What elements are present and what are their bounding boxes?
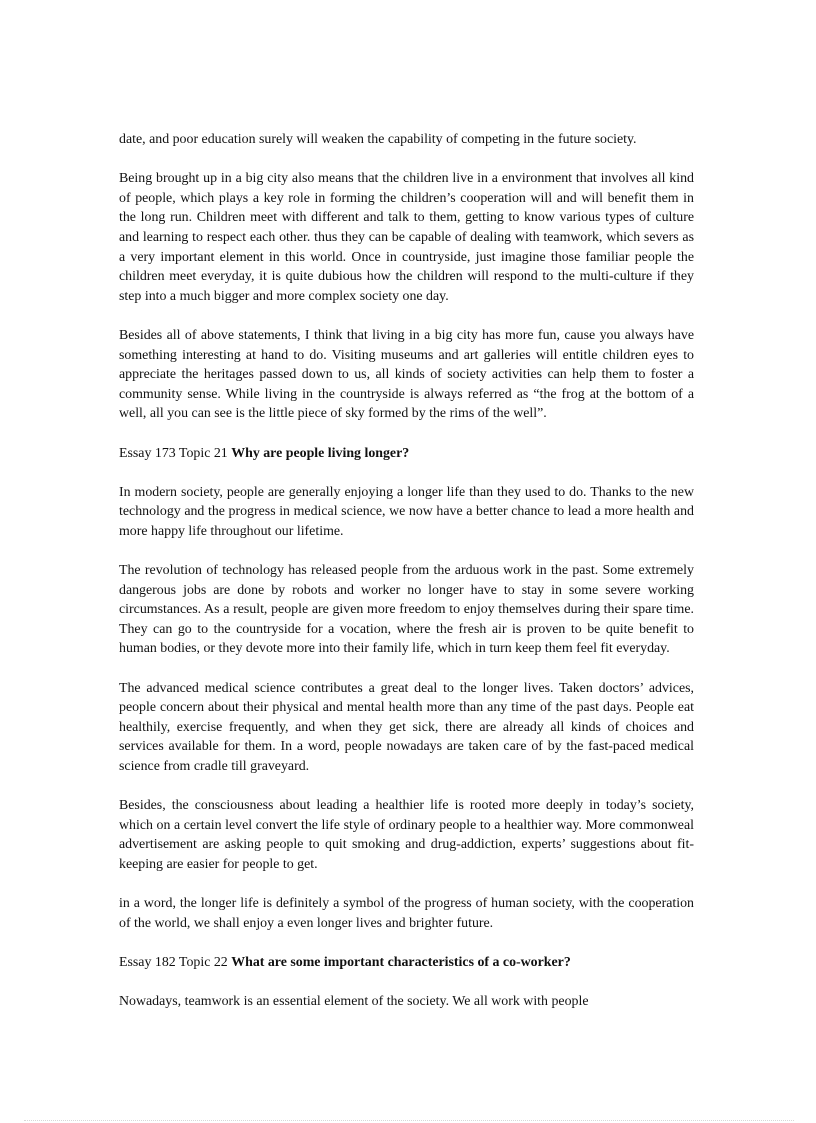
essay-heading-title: What are some important characteristics of a co-worker? (231, 954, 571, 970)
paragraph-text: Besides all of above statements, I think that living in a big city has more fun, cause you always have something interesting at hand to do. Visiting museums and art galleries will entitle children eyes to appreciate the heritages passed down to us, all kinds of society activities can help them to foster a community sense. While living in the countryside is always referred as “the frog at the bottom of a well, all you can see is the little piece of sky formed by the rims of the well”. (119, 327, 694, 422)
essay-heading (119, 444, 694, 464)
paragraph-text: The revolution of technology has released people from the arduous work in the past. Some extremely dangerous jobs are done by robots and worker no longer have to stay in some severe working circumstances. As a result, people are given more freedom to enjoy themselves during their spare time. They can go to the countryside for a vocation, where the fresh air is proven to be quite benefit to human bodies, or they devote more into their family life, which in turn keep them feel fit everyday. (119, 563, 694, 657)
paragraph-text: Nowadays, teamwork is an essential element of the society. We all work with people (119, 994, 589, 1010)
document-body (119, 130, 694, 1031)
essay-heading (119, 953, 694, 973)
paragraph-text: In modern society, people are generally enjoying a longer life than they used to do. Thanks to the new technology and the progress in medical science, we now have a better chance to lead a more health and more happy life throughout our lifetime. (119, 484, 694, 539)
paragraph-text: Being brought up in a big city also means that the children live in a environment that involves all kind of people, which plays a key role in forming the children’s cooperation will and will benefit them in the long run. Children meet with different and talk to them, getting to know various types of culture and learning to respect each other. thus they can be capable of dealing with teamwork, which severs as a very important element in this world. Once in countryside, just imagine those familiar people the children meet everyday, it is quite dubious how the children will respond to the multi-culture if they step into a much bigger and more complex society one day. (119, 171, 694, 304)
paragraph-text: in a word, the longer life is definitely a symbol of the progress of human society, with the cooperation of the world, we shall enjoy a even longer lives and brighter future. (119, 896, 694, 931)
essay-heading-prefix: Essay 173 Topic 21 (119, 445, 232, 461)
paragraph-text: date, and poor education surely will weaken the capability of competing in the future society. (119, 132, 637, 147)
essay-heading-prefix: Essay 182 Topic 22 (119, 954, 232, 970)
paragraph-text: The advanced medical science contributes a great deal to the longer lives. Taken doctors’ advices, people concern about their physical and mental health more than any time of the past days. People eat healthily, exercise frequently, and when they get sick, there are already all kinds of choices and services available for them. In a word, people nowadays are taken care of by the fast-paced medical science from cradle till graveyard. (119, 680, 694, 774)
paragraph-text: Besides, the consciousness about leading a healthier life is rooted more deeply in today’s society, which on a certain level convert the life style of ordinary people to a healthier way. More commonweal advertisement are asking people to quit smoking and drug-addiction, experts’ suggestions about fit-keeping are easier for people to get. (119, 798, 694, 872)
page-bottom-border (24, 1120, 794, 1121)
essay-heading-title: Why are people living longer? (231, 445, 410, 461)
